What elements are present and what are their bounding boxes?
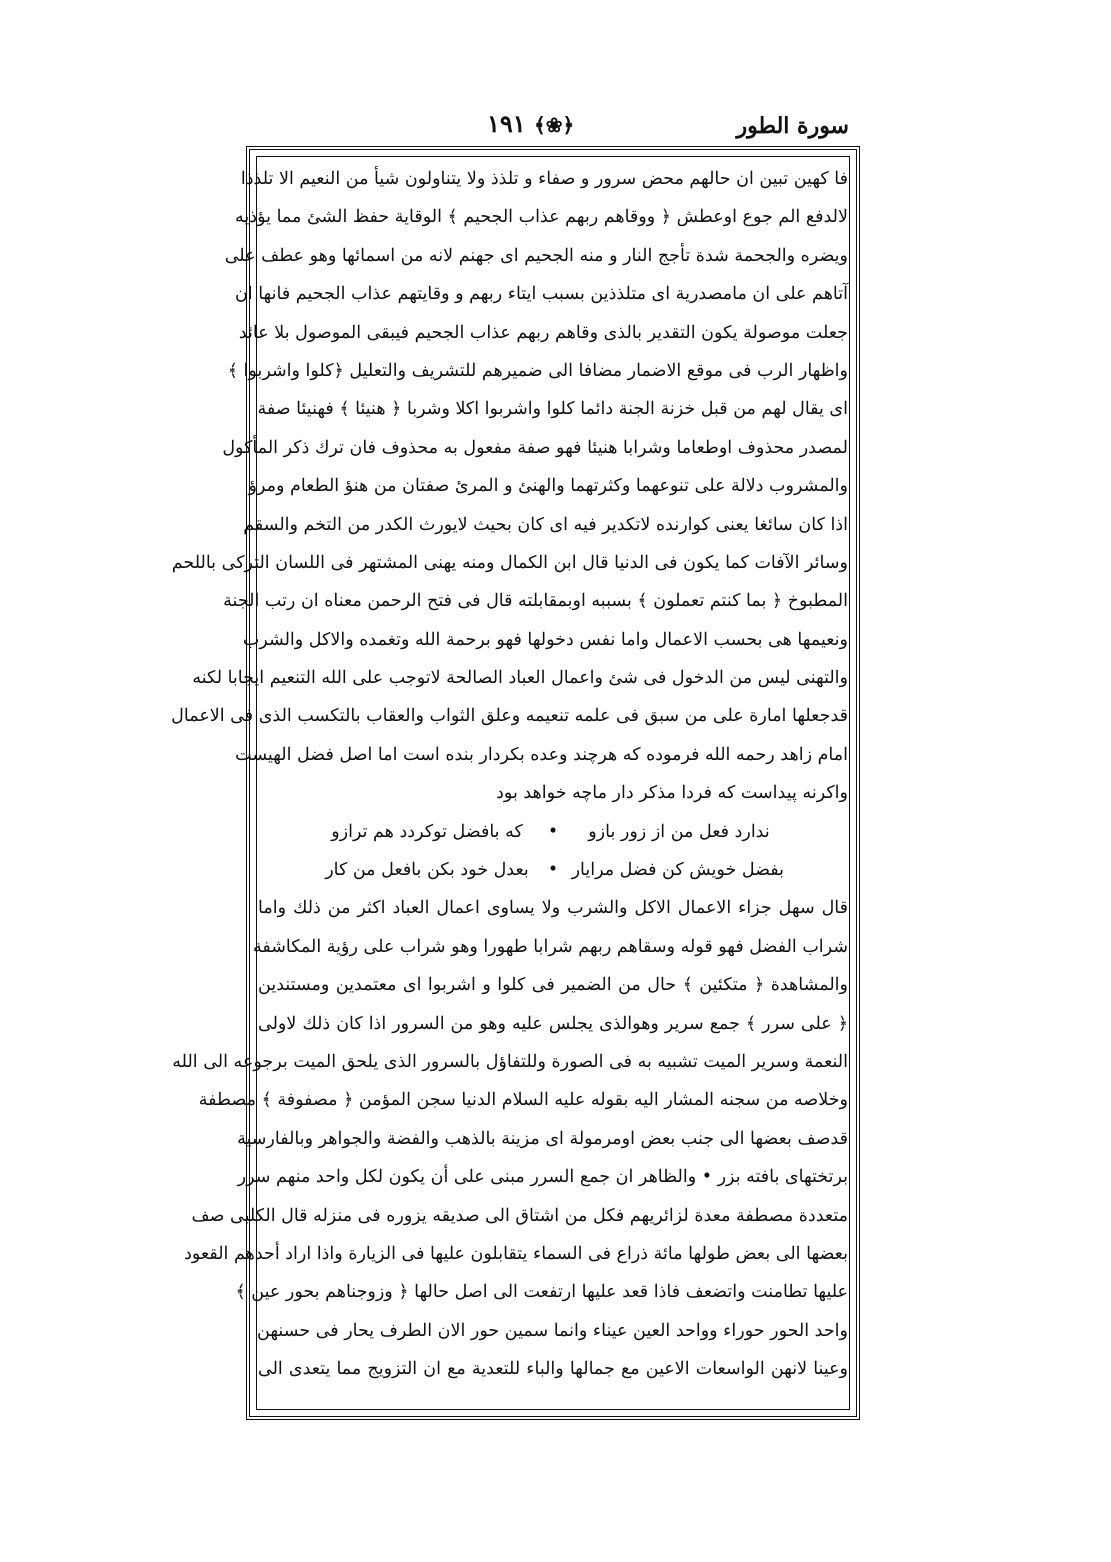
text-line: النعمة وسرير الميت تشبيه به فى الصورة وللتفاؤل بالسرور الذى يلحق الميت برجوعه الى الله	[172, 1051, 848, 1072]
verse-separator: •	[547, 821, 559, 842]
text-line: آتاهم على ان مامصدرية اى متلذذين بسبب ايتاء ربهم و وقايتهم عذاب الجحيم فانها ان	[234, 284, 848, 305]
text-line: شراب الفضل فهو قوله وسقاهم ربهم شرابا طهورا وهو شراب على رؤية المكاشفة	[253, 936, 848, 957]
poem-verse	[258, 813, 848, 851]
verse-hemistich: كه بافضل توكردد هم ترازو	[331, 821, 523, 842]
text-line: قدصف بعضها الى جنب بعض اومرمولة اى مزينة بالذهب والفضة والجواهر وبالفارسية	[237, 1128, 848, 1149]
body-text	[171, 160, 848, 1389]
surah-title: سورة الطور	[736, 113, 849, 139]
text-line: امام زاهد رحمه الله فرموده كه هرچند وعده بكردار بنده است اما اصل فضل الهيست	[235, 744, 848, 765]
poem-verse	[258, 851, 848, 889]
text-line: والمشاهدة ﴿ متكئين ﴾ حال من الضمير فى كلوا و اشربوا اى معتمدين ومستندين	[258, 975, 848, 996]
text-line: واكرنه پيداست كه فردا مذكر دار ماچه خواهد بود	[496, 783, 848, 804]
text-line: ويضره والجحمة شدة تأجج النار و منه الجحيم اى جهنم لانه من اسمائها وهو عطف على	[224, 245, 848, 266]
text-line: وسائر الآفات كما يكون فى الدنيا قال ابن الكمال ومنه يهنى المشتهر فى اللسان التركى باللحم	[171, 552, 848, 573]
text-line: لالدفع الم جوع اوعطش ﴿ ووقاهم ربهم عذاب الجحيم ﴾ الوقاية حفظ الشئ مما يؤذيه	[235, 207, 848, 228]
text-line: متعددة مصطفة معدة لزائريهم فكل من اشتاق الى صديقه يزوره فى منزله قال الكلبى صف	[191, 1205, 848, 1226]
text-line: وخلاصه من سجنه المشار اليه بقوله عليه السلام الدنيا سجن المؤمن ﴿ مصفوفة ﴾ مصطفة	[198, 1090, 848, 1111]
text-line: والتهنى ليس من الدخول فى شئ واعمال العباد الصالحة لاتوجب على الله التنعيم ايجابا لكنه	[192, 668, 848, 689]
text-line: اى يقال لهم من قبل خزنة الجنة دائما كلوا واشربوا اكلا وشربا ﴿ هنيئا ﴾ فهنيئا صفة	[257, 399, 848, 420]
text-line: والمشروب دلالة على تنوعهما وكثرتهما والهنئ و المرئ صفتان من هنؤ الطعام ومرؤ	[248, 476, 848, 497]
page-number-group	[487, 109, 574, 138]
ornament-icon: ﴿❀﴾	[534, 113, 575, 137]
text-line: قدجعلها امارة على من سبق فى علمه تنعيمه وعلق الثواب والعقاب بالتكسب الذى فى الاعمال	[171, 706, 848, 727]
text-line: لمصدر محذوف اوطعاما وشرابا هنيئا فهو صفة مفعول به محذوف فان ترك ذكر المأكول	[222, 437, 848, 458]
verse-separator: •	[547, 860, 559, 881]
text-line: برتختهاى بافته بزر • والظاهر ان جمع السرر مبنى على أن يكون لكل واحد منهم سرر	[237, 1167, 848, 1188]
verse-hemistich: ندارد فعل من از زور بازو	[588, 821, 770, 842]
text-line: ونعيمها هى بحسب الاعمال واما نفس دخولها فهو برحمة الله وتغمده والاكل والشرب	[242, 629, 848, 650]
verse-hemistich: بعدل خود بكن بافعل من كار	[325, 860, 529, 881]
verse-hemistich: بفضل خويش كن فضل مرايار	[571, 860, 784, 881]
page-header	[255, 105, 853, 143]
text-line: عليها تطامنت واتضعف فاذا قعد عليها ارتفعت الى اصل حالها ﴿ وزوجناهم بحور عين ﴾	[235, 1282, 848, 1303]
text-line: جعلت موصولة يكون التقدير بالذى وقاهم ربهم عذاب الجحيم فيبقى الموصول بلا عائد	[238, 322, 848, 343]
text-line: وعينا لانهن الواسعات الاعين مع جمالها والباء للتعدية مع ان التزويج مما يتعدى الى	[258, 1359, 848, 1380]
text-line: واظهار الرب فى موقع الاضمار مضافا الى ضميرهم للتشريف والتعليل ﴿كلوا واشربوا ﴾	[227, 360, 848, 381]
text-line: بعضها الى بعض طولها مائة ذراع فى السماء يتقابلون عليها فى الزيارة واذا اراد أحدهم القعود	[184, 1243, 848, 1264]
text-line: فا كهين تبين ان حالهم محض سرور و صفاء و تلذذ ولا يتناولون شيأ من النعيم الا تلذذا	[240, 169, 848, 189]
page-number: ١٩١	[487, 109, 526, 138]
text-line: اذا كان سائغا يعنى كوارنده لاتكدير فيه اى كان بحيث لايورث الكدر من التخم والسقم	[243, 514, 848, 535]
text-line: المطبوخ ﴿ بما كنتم تعملون ﴾ بسببه اوبمقابلته قال فى فتح الرحمن معناه ان رتب الجنة	[223, 591, 848, 612]
text-line: واحد الحور حوراء وواحد العين عيناء وانما سمين حور الان الطرف يحار فى حسنهن	[257, 1320, 848, 1341]
text-line: ﴿ على سرر ﴾ جمع سرير وهوالذى يجلس عليه وهو من السرور اذا كان ذلك لاولى	[258, 1013, 848, 1034]
text-line: قال سهل جزاء الاعمال الاكل والشرب ولا يساوى اعمال العباد اكثر من ذلك واما	[258, 898, 848, 919]
